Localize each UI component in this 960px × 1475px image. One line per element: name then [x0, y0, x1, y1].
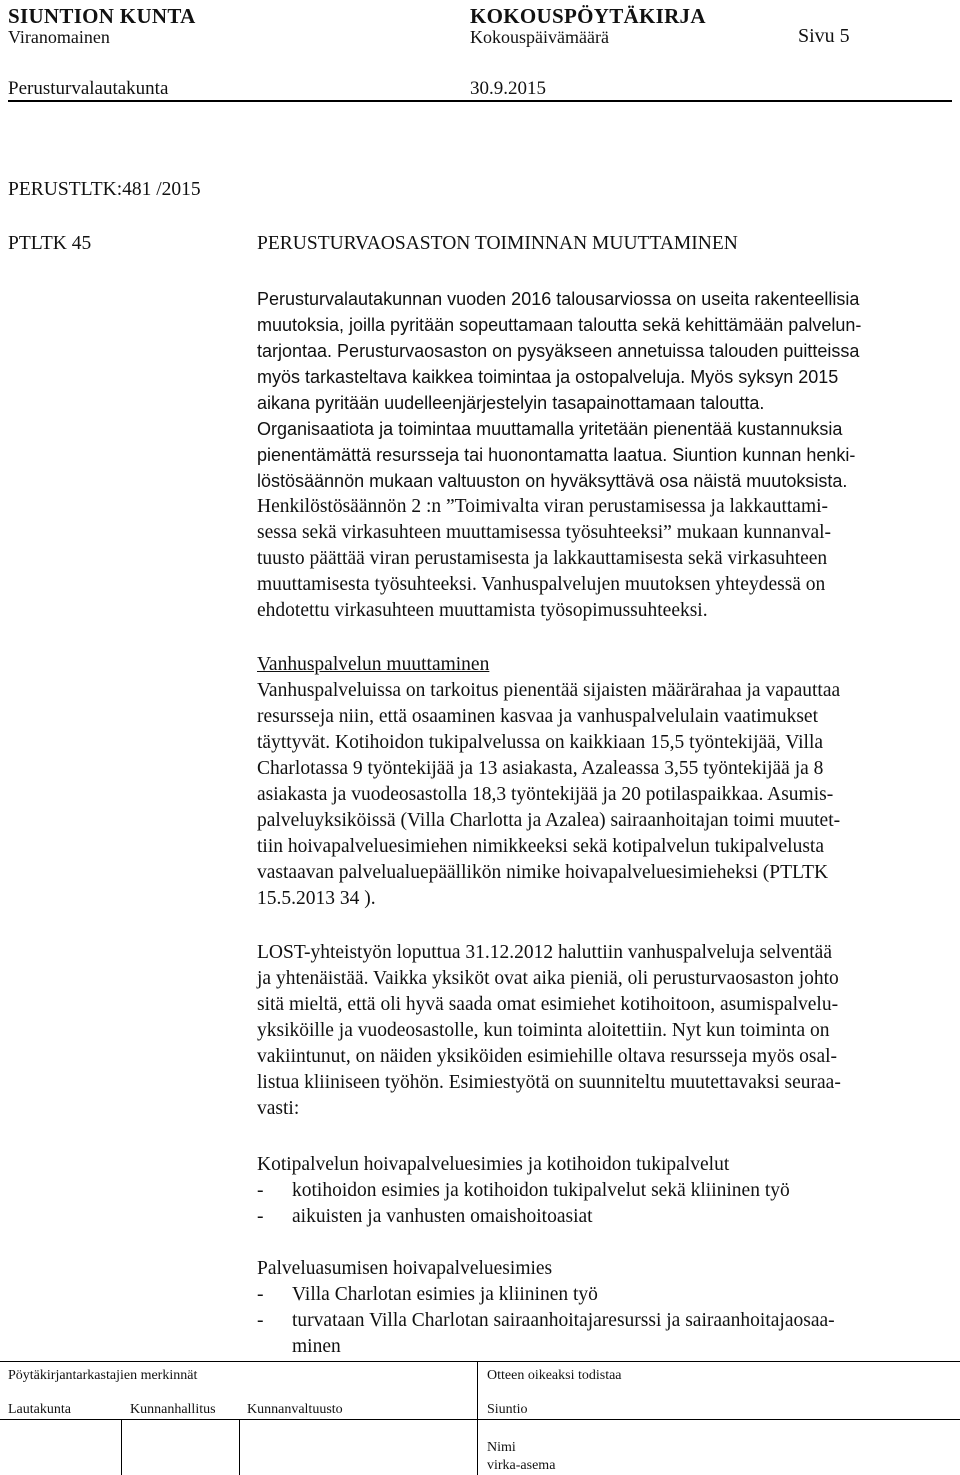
document-type: KOKOUSPÖYTÄKIRJA	[470, 4, 706, 28]
intro-line: muutoksia, joilla pyritään sopeuttamaan taloutta sekä kehittämään palvelun-	[257, 315, 862, 335]
title-label: virka-asema	[487, 1458, 556, 1473]
authority-label: Viranomainen	[8, 27, 110, 47]
body-line: palveluyksiköissä (Villa Charlotta ja Azalea) sairaanhoitajan toimi muutet-	[257, 810, 841, 831]
list-item: kotihoidon esimies ja kotihoidon tukipalvelut sekä kliininen työ	[292, 1180, 790, 1201]
section-heading: Kotipalvelun hoivapalveluesimies ja kotihoidon tukipalvelut	[257, 1154, 730, 1175]
intro-line: Perusturvalautakunnan vuoden 2016 talousarviossa on useita rakenteellisia	[257, 289, 860, 309]
intro-line: Henkilöstösäännön 2 :n ”Toimivalta viran perustamisessa ja lakkauttami-	[257, 496, 829, 517]
body-line: 15.5.2013 34 ).	[257, 888, 376, 909]
intro-line: sessa sekä virkasuhteen muuttamisessa työsuhteeksi” mukaan kunnanval-	[257, 522, 832, 543]
list-item: turvataan Villa Charlotan sairaanhoitajaresurssi ja sairaanhoitajaosaa-	[292, 1310, 835, 1331]
list-bullet: -	[257, 1206, 264, 1227]
section-heading: Vanhuspalvelun muuttaminen	[257, 654, 490, 675]
certified-label: Otteen oikeaksi todistaa	[487, 1368, 622, 1383]
body-line: tiin hoivapalveluesimiehen nimikkeeksi sekä kotipalvelun tukipalvelusta	[257, 836, 824, 857]
list-bullet: -	[257, 1310, 264, 1331]
footer-top-rule	[0, 1361, 960, 1362]
body-line: vastaavan palvelualuepäällikön nimike hoivapalveluesimieheksi (PTLTK	[257, 862, 829, 883]
section-heading: Palveluasumisen hoivapalveluesimies	[257, 1258, 553, 1279]
intro-line: ehdotettu virkasuhteen muuttamista työsopimussuhteeksi.	[257, 600, 708, 621]
col-kunnanhallitus: Kunnanhallitus	[130, 1402, 216, 1417]
list-item: aikuisten ja vanhusten omaishoitoasiat	[292, 1206, 593, 1227]
inspector-marks-label: Pöytäkirjantarkastajien merkinnät	[8, 1368, 198, 1383]
body-line: LOST-yhteistyön loputtua 31.12.2012 haluttiin vanhuspalveluja selventää	[257, 942, 832, 963]
list-item: Villa Charlotan esimies ja kliininen työ	[292, 1284, 598, 1305]
intro-line: muuttamisesta työsuhteeksi. Vanhuspalvelujen muutoksen yhteydessä on	[257, 574, 826, 595]
list-item: minen	[292, 1336, 341, 1357]
meeting-date: 30.9.2015	[470, 78, 546, 99]
intro-line: tuusto päättää viran perustamisesta ja lakkauttamisesta sekä virkasuhteen	[257, 548, 828, 569]
body-line: ja yhtenäistää. Vaikka yksiköt ovat aika pieniä, oli perusturvaosaston johto	[257, 968, 839, 989]
header-rule	[8, 100, 952, 102]
footer-center-divider	[477, 1361, 478, 1475]
municipality-title: SIUNTION KUNTA	[8, 4, 196, 28]
body-line: resursseja niin, että osaaminen kasvaa ja vanhuspalvelulain vaatimukset	[257, 706, 818, 727]
meeting-date-label: Kokouspäivämäärä	[470, 27, 609, 47]
col-divider-2	[239, 1419, 240, 1475]
body-line: listua kliiniseen työhön. Esimiestyötä on suunniteltu muutettavaksi seuraa-	[257, 1072, 841, 1093]
page-number: Sivu 5	[798, 25, 850, 47]
col-divider-1	[121, 1419, 122, 1475]
section-number: PTLTK 45	[8, 233, 92, 254]
name-label: Nimi	[487, 1440, 516, 1455]
intro-line: tarjontaa. Perusturvaosaston on pysyäkseen annetuissa talouden puitteissa	[257, 341, 860, 361]
place: Siuntio	[487, 1402, 528, 1417]
intro-line: aikana pyritään uudelleenjärjestelyin tasapainottamaan taloutta.	[257, 393, 765, 413]
body-line: vasti:	[257, 1098, 300, 1119]
intro-line: Organisaatiota ja toimintaa muuttamalla yritetään pienentää kustannuksia	[257, 419, 843, 439]
body-line: asiakasta ja vuodeosastolla 18,3 työntekijää ja 20 potilaspaikkaa. Asumis-	[257, 784, 834, 805]
list-bullet: -	[257, 1284, 264, 1305]
intro-line: löstösäännön mukaan valtuuston on hyväksyttävä osa näistä muutoksista.	[257, 471, 848, 491]
intro-line: pienentämättä resursseja tai huonontamatta laatua. Siuntion kunnan henki-	[257, 445, 856, 465]
intro-line: myös tarkasteltava kaikkea toimintaa ja ostopalveluja. Myös syksyn 2015	[257, 367, 839, 387]
body-line: Charlotassa 9 työntekijää ja 13 asiakasta, Azaleassa 3,55 työntekijää ja 8	[257, 758, 824, 779]
col-lautakunta: Lautakunta	[8, 1402, 71, 1417]
body-line: täyttyvät. Kotihoidon tukipalvelussa on kaikkiaan 15,5 työntekijää, Villa	[257, 732, 824, 753]
case-reference: PERUSTLTK:481 /2015	[8, 179, 201, 200]
authority-name: Perusturvalautakunta	[8, 78, 169, 99]
footer-mid-rule	[0, 1419, 960, 1420]
col-kunnanvaltuusto: Kunnanvaltuusto	[247, 1402, 343, 1417]
body-line: yksiköille ja vuodeosastolle, kun toiminta aloitettiin. Nyt kun toiminta on	[257, 1020, 830, 1041]
body-line: sitä mieltä, että oli hyvä saada omat esimiehet kotihoitoon, asumispalvelu-	[257, 994, 839, 1015]
list-bullet: -	[257, 1180, 264, 1201]
case-title: PERUSTURVAOSASTON TOIMINNAN MUUTTAMINEN	[257, 233, 738, 254]
body-line: Vanhuspalveluissa on tarkoitus pienentää sijaisten määrärahaa ja vapauttaa	[257, 680, 841, 701]
body-line: vakiintunut, on näiden yksiköiden esimiehille oltava resursseja myös osal-	[257, 1046, 838, 1067]
